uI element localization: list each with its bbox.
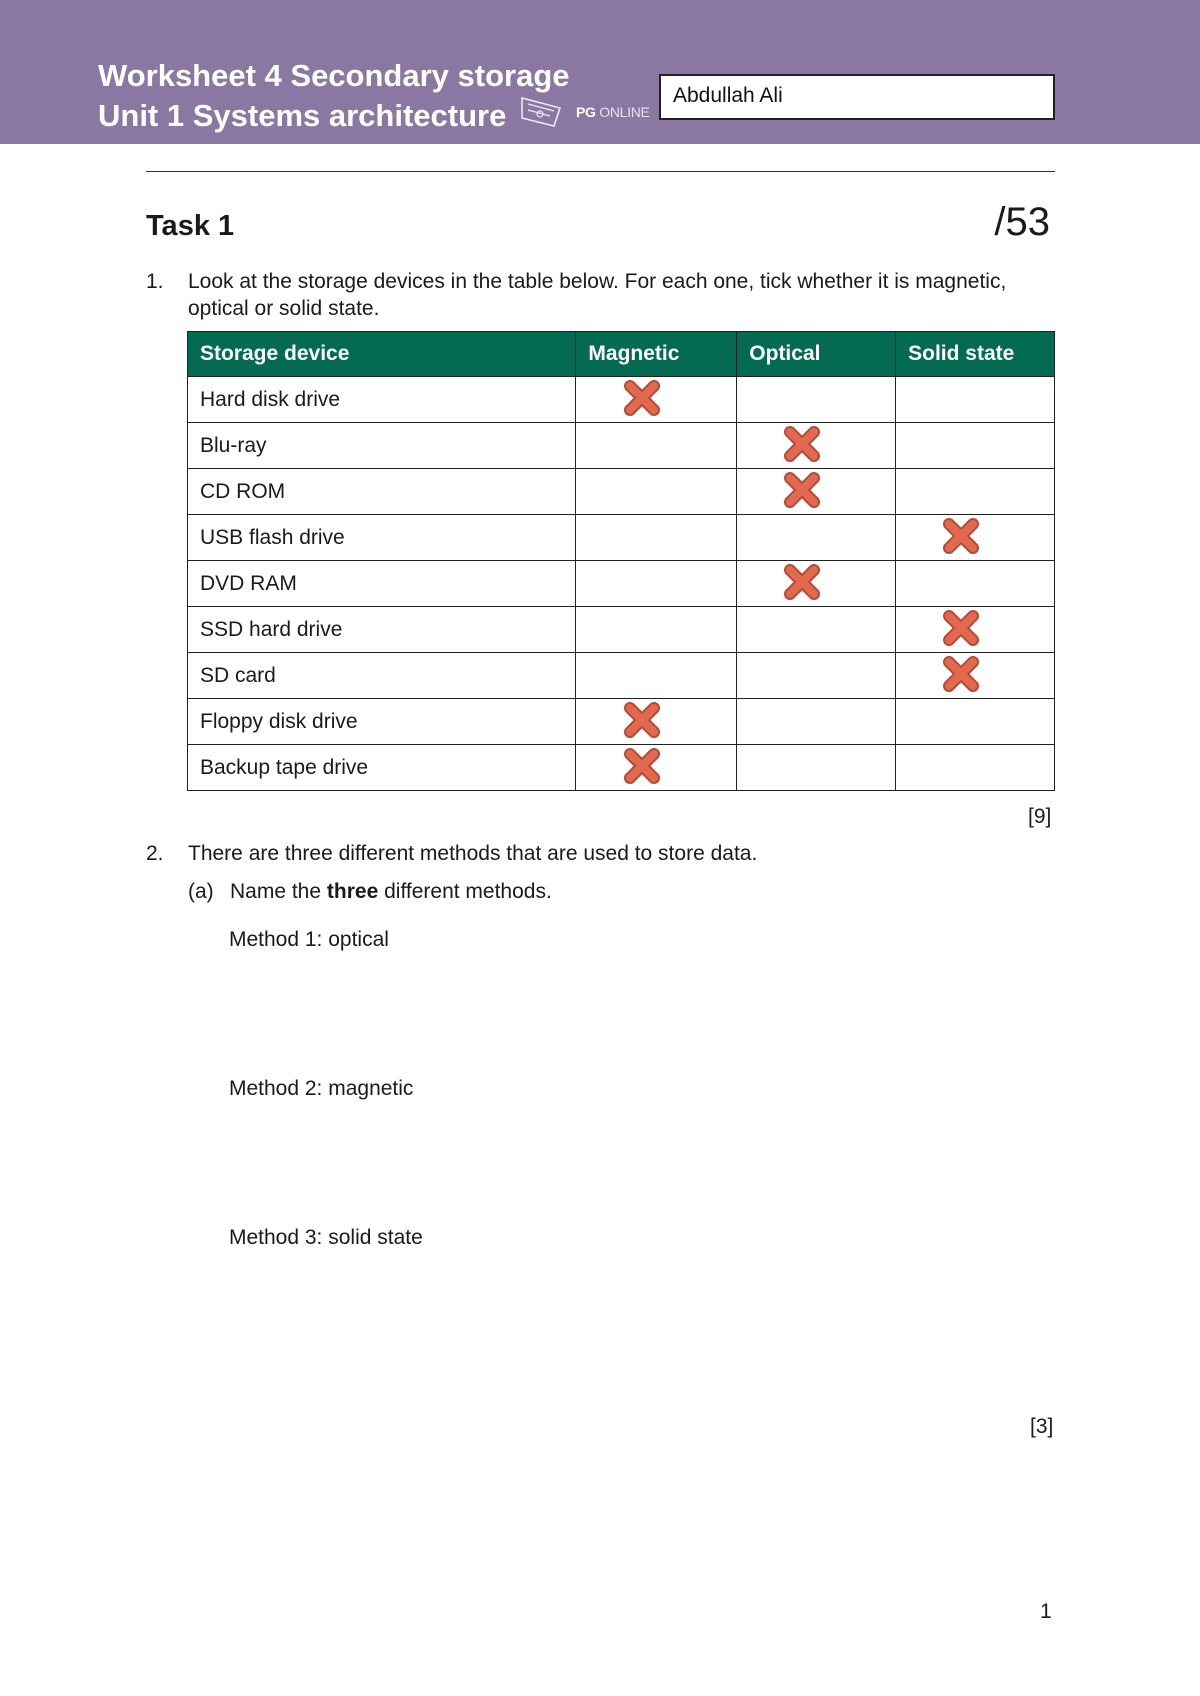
cross-icon <box>782 562 822 602</box>
cross-icon <box>622 378 662 418</box>
answer-cell-optical[interactable] <box>737 745 896 791</box>
cross-icon <box>622 700 662 740</box>
answer-cell-solid-state[interactable] <box>896 423 1055 469</box>
answer-cell-solid-state[interactable] <box>896 699 1055 745</box>
logo-text: PG ONLINE <box>576 104 650 120</box>
table-row <box>188 699 1055 745</box>
table-row <box>188 469 1055 515</box>
part-a-label: (a) <box>188 880 214 903</box>
answer-cell-magnetic[interactable] <box>576 607 737 653</box>
answer-cell-magnetic[interactable] <box>576 377 737 423</box>
table-body <box>188 377 1055 791</box>
answer-cell-solid-state[interactable] <box>896 515 1055 561</box>
answer-cell-optical[interactable] <box>737 515 896 561</box>
question-2-marks: [3] <box>1030 1415 1054 1438</box>
answer-cell-optical[interactable] <box>737 423 896 469</box>
worksheet-subtitle: Unit 1 Systems architecture <box>98 98 507 133</box>
cross-icon <box>941 608 981 648</box>
cross-icon <box>622 746 662 786</box>
answer-cell-solid-state[interactable] <box>896 745 1055 791</box>
cross-icon <box>782 470 822 510</box>
storage-device-table <box>187 331 1055 791</box>
divider <box>146 171 1055 172</box>
answer-cell-optical[interactable] <box>737 561 896 607</box>
device-name-cell: CD ROM <box>188 469 576 515</box>
answer-cell-solid-state[interactable] <box>896 377 1055 423</box>
table-row <box>188 745 1055 791</box>
header-storage-device: Storage device <box>188 332 576 377</box>
task-title: Task 1 <box>146 210 235 242</box>
answer-cell-optical[interactable] <box>737 607 896 653</box>
answer-cell-solid-state[interactable] <box>896 561 1055 607</box>
table-row <box>188 607 1055 653</box>
student-name-field[interactable]: Abdullah Ali <box>659 74 1055 120</box>
answer-cell-magnetic[interactable] <box>576 469 737 515</box>
answer-cell-solid-state[interactable] <box>896 469 1055 515</box>
device-name-cell: DVD RAM <box>188 561 576 607</box>
part-a-text: Name the three different methods. <box>230 880 552 903</box>
question-1-number: 1. <box>146 270 164 293</box>
method-3-answer[interactable]: Method 3: solid state <box>229 1226 423 1249</box>
question-1-text: Look at the storage devices in the table below. For each one, tick whether it is magnetic, optical or solid state. <box>188 270 1007 320</box>
question-2-text: There are three different methods that are used to store data. <box>188 842 758 865</box>
table-row <box>188 653 1055 699</box>
question-2-number: 2. <box>146 842 164 865</box>
page-number: 1 <box>1040 1600 1052 1623</box>
cross-icon <box>782 424 822 464</box>
header-optical: Optical <box>737 332 896 377</box>
answer-cell-magnetic[interactable] <box>576 653 737 699</box>
answer-cell-magnetic[interactable] <box>576 699 737 745</box>
device-name-cell: Blu-ray <box>188 423 576 469</box>
header-banner <box>0 0 1200 144</box>
total-marks: /53 <box>994 200 1050 244</box>
header-magnetic: Magnetic <box>576 332 737 377</box>
header-solid-state: Solid state <box>896 332 1055 377</box>
answer-cell-magnetic[interactable] <box>576 423 737 469</box>
answer-cell-magnetic[interactable] <box>576 745 737 791</box>
worksheet-title: Worksheet 4 Secondary storage <box>98 58 570 93</box>
table-header-row <box>188 332 1055 377</box>
table-row <box>188 423 1055 469</box>
answer-cell-optical[interactable] <box>737 699 896 745</box>
method-1-answer[interactable]: Method 1: optical <box>229 928 389 951</box>
table-row <box>188 561 1055 607</box>
answer-cell-optical[interactable] <box>737 377 896 423</box>
cross-icon <box>941 654 981 694</box>
device-name-cell: Backup tape drive <box>188 745 576 791</box>
answer-cell-optical[interactable] <box>737 653 896 699</box>
question-1-marks: [9] <box>1028 805 1052 828</box>
cross-icon <box>941 516 981 556</box>
table-row <box>188 515 1055 561</box>
answer-cell-solid-state[interactable] <box>896 653 1055 699</box>
answer-cell-magnetic[interactable] <box>576 561 737 607</box>
answer-cell-optical[interactable] <box>737 469 896 515</box>
device-name-cell: USB flash drive <box>188 515 576 561</box>
answer-cell-magnetic[interactable] <box>576 515 737 561</box>
method-2-answer[interactable]: Method 2: magnetic <box>229 1077 414 1100</box>
device-name-cell: Hard disk drive <box>188 377 576 423</box>
device-name-cell: SD card <box>188 653 576 699</box>
device-name-cell: Floppy disk drive <box>188 699 576 745</box>
device-name-cell: SSD hard drive <box>188 607 576 653</box>
table-row <box>188 377 1055 423</box>
answer-cell-solid-state[interactable] <box>896 607 1055 653</box>
